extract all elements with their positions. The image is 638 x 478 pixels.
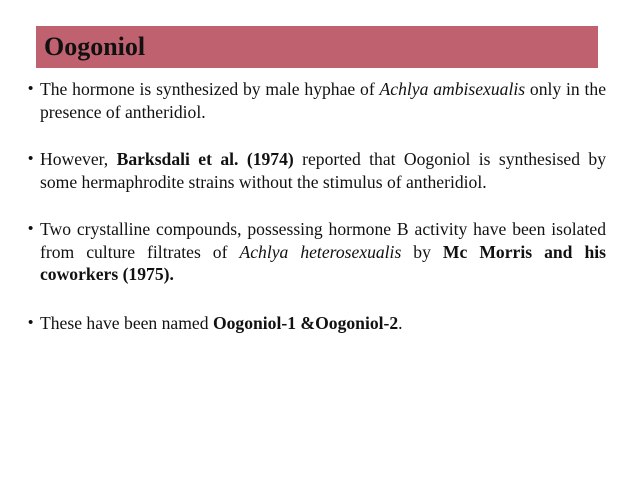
bullet-2-text: However, — [40, 149, 117, 169]
slide-title: Oogoniol — [44, 32, 146, 61]
bullet-2-text-end: reported that Oogoniol is synthesised by some hermaphrodite strains without the stimulus of antheridiol. — [40, 149, 607, 192]
bullet-4-names: Oogoniol-1 &Oogoniol-2 — [212, 312, 399, 333]
bullet-item-1 — [28, 78, 606, 123]
bullet-4-text-end: . — [398, 312, 403, 333]
bullet-item-3 — [28, 218, 606, 286]
bullet-3-species: Achlya heterosexualis — [239, 241, 402, 262]
bullet-3-citation: Mc Morris and his coworkers (1975). — [40, 241, 606, 284]
bullet-list — [28, 78, 606, 334]
bullet-1-species: Achlya ambisexualis — [379, 79, 526, 99]
bullet-3-text-mid: by — [401, 241, 443, 262]
bullet-4-text: These have been named — [40, 312, 213, 333]
bullet-1-text-end: only in the presence of antheridiol. — [40, 79, 606, 122]
bullet-item-4 — [28, 312, 606, 335]
bullet-2-citation: Barksdali et al. (1974) — [116, 149, 294, 169]
bullet-1-text: The hormone is synthesized by male hyphae of — [40, 79, 380, 99]
bullet-item-2 — [28, 148, 606, 193]
bullet-3-text: Two crystalline compounds, possessing hormone B activity have been isolated from culture filtrates of — [40, 219, 606, 262]
title-bar — [36, 26, 598, 68]
